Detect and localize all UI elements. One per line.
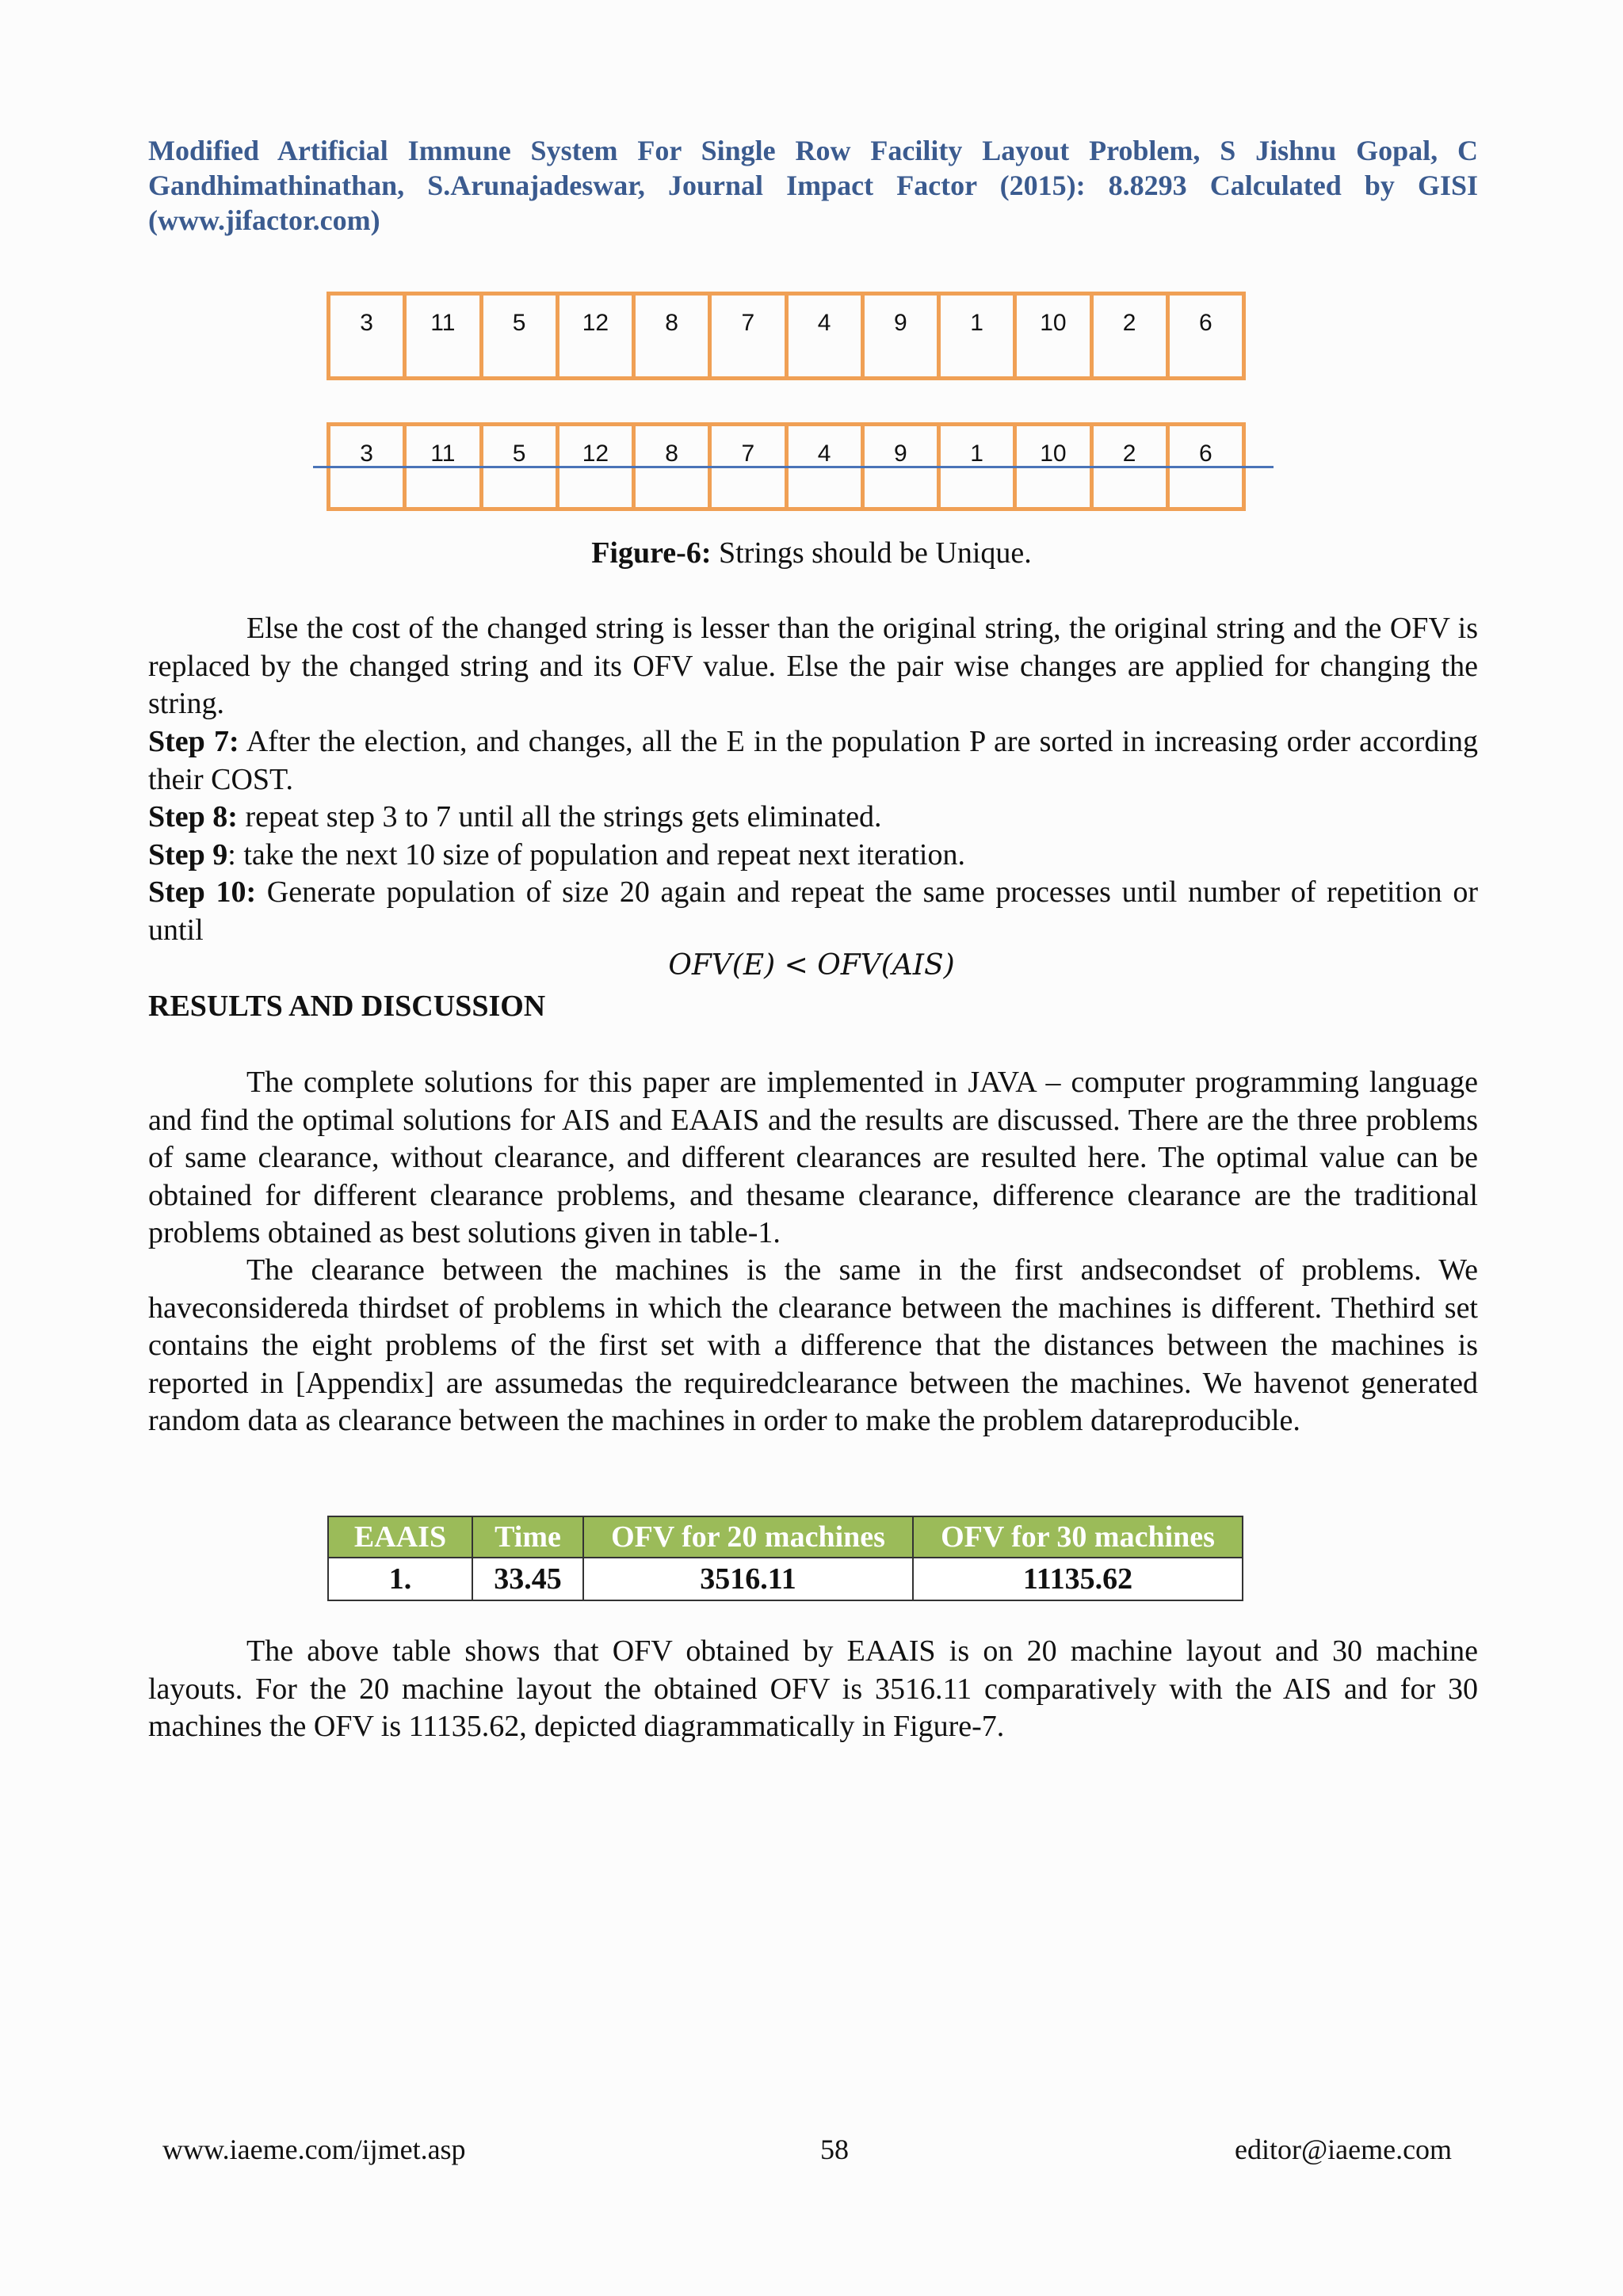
string-cell: 8 <box>632 296 708 376</box>
string-cell: 11 <box>403 426 479 507</box>
table-header-cell: OFV for 30 machines <box>913 1516 1243 1558</box>
figure6-caption <box>0 536 1623 570</box>
step-label: Step 7: <box>148 725 239 758</box>
step-text: Generate population of size 20 again and repeat the same processes until number of repetition or until <box>148 875 1478 947</box>
page-number: 58 <box>820 2134 849 2165</box>
table-header-row <box>328 1516 1243 1558</box>
step-label: Step 10: <box>148 875 257 909</box>
string-cell: 2 <box>1090 426 1166 507</box>
string-cell: 3 <box>360 310 373 336</box>
results-table <box>327 1516 1243 1601</box>
table-header-cell: OFV for 20 machines <box>583 1516 913 1558</box>
step-text: repeat step 3 to 7 until all the strings gets eliminated. <box>237 800 882 833</box>
table-cell: 1. <box>328 1558 472 1600</box>
table-header-cell: Time <box>472 1516 583 1558</box>
string-cell: 5 <box>479 296 556 376</box>
paragraph-results-3: The above table shows that OFV obtained by EAAIS is on 20 machine layout and 30 machine layouts. For the 20 machine layout the obtained OFV is 3516.11 comparatively with the AIS and for 30 machines the OFV is 11135.62, depicted diagrammatically in Figure-7. <box>148 1634 1478 1743</box>
string-cell: 12 <box>556 296 632 376</box>
step-9 <box>148 837 1478 875</box>
table-header-cell: EAAIS <box>328 1516 472 1558</box>
footer-url: www.iaeme.com/ijmet.asp <box>162 2134 466 2165</box>
string-cell: 10 <box>1013 296 1089 376</box>
step-8 <box>148 799 1478 837</box>
string-cell: 1 <box>937 296 1013 376</box>
step-label: Step 9 <box>148 838 228 871</box>
footer-email: editor@iaeme.com <box>1235 2134 1453 2165</box>
paragraph-results-1: The complete solutions for this paper are implemented in JAVA – computer programming language and find the optimal solutions for AIS and EAAIS and the results are discussed. There are the three problems of same clearance, without clearance, and different clearances are resulted here. The optimal value can be obtained for different clearance problems, and thesame clearance, difference clearance are the traditional problems obtained as best solutions given in table-1. <box>148 1066 1478 1249</box>
paragraph-else-cost: Else the cost of the changed string is lesser than the original string, the original string and the OFV is replaced by the changed string and its OFV value. Else the pair wise changes are applied for changing the string. <box>148 612 1478 720</box>
step-10 <box>148 874 1478 949</box>
step-text: After the election, and changes, all the E in the population P are sorted in increasing order according their COST. <box>148 725 1478 796</box>
formula: OFV(E) < OFV(AIS) <box>668 949 955 982</box>
string-cell: 8 <box>632 426 708 507</box>
strike-line <box>313 466 1274 468</box>
string-cell: 3 <box>360 441 373 467</box>
string-cell: 7 <box>708 296 784 376</box>
step-text: : take the next 10 size of population and repeat next iteration. <box>227 838 965 871</box>
table-cell: 11135.62 <box>913 1558 1243 1600</box>
string-cell: 9 <box>861 426 937 507</box>
table-cell: 33.45 <box>472 1558 583 1600</box>
step-7 <box>148 723 1478 799</box>
caption-text: Strings should be Unique. <box>711 536 1032 570</box>
paragraph-results-2: The clearance between the machines is the same in the first andsecondset of problems. We haveconsidereda thirdset of problems in which the clearance between the machines is different. Thethird set contains the eight problems of the first set with a difference that the distances between the machines is reported in [Appendix] are assumedas the requiredclearance between the machines. We havenot generated random data as clearance between the machines in order to make the problem datareproducible. <box>148 1253 1478 1437</box>
string-cell: 2 <box>1090 296 1166 376</box>
step-label: Step 8: <box>148 800 238 833</box>
running-header: Modified Artificial Immune System For Single Row Facility Layout Problem, S Jishnu Gopal, C Gandhimathinathan, S.Arunajadeswar, Journal Impact Factor (2015): 8.8293 Calculated by GISI (www.jifactor.com) <box>148 135 1478 236</box>
figure6-strip-1 <box>327 292 1246 380</box>
string-cell: 6 <box>1166 426 1242 507</box>
string-cell: 9 <box>861 296 937 376</box>
caption-label: Figure-6: <box>591 536 712 570</box>
string-cell: 6 <box>1166 296 1242 376</box>
section-heading-results: RESULTS AND DISCUSSION <box>148 990 546 1023</box>
string-cell: 1 <box>937 426 1013 507</box>
table-row <box>328 1558 1243 1600</box>
string-cell: 4 <box>785 296 861 376</box>
string-cell: 10 <box>1013 426 1089 507</box>
string-cell: 7 <box>708 426 784 507</box>
string-cell: 12 <box>556 426 632 507</box>
string-cell: 5 <box>479 426 556 507</box>
string-cell: 4 <box>785 426 861 507</box>
table-cell: 3516.11 <box>583 1558 913 1600</box>
string-cell: 11 <box>403 296 479 376</box>
